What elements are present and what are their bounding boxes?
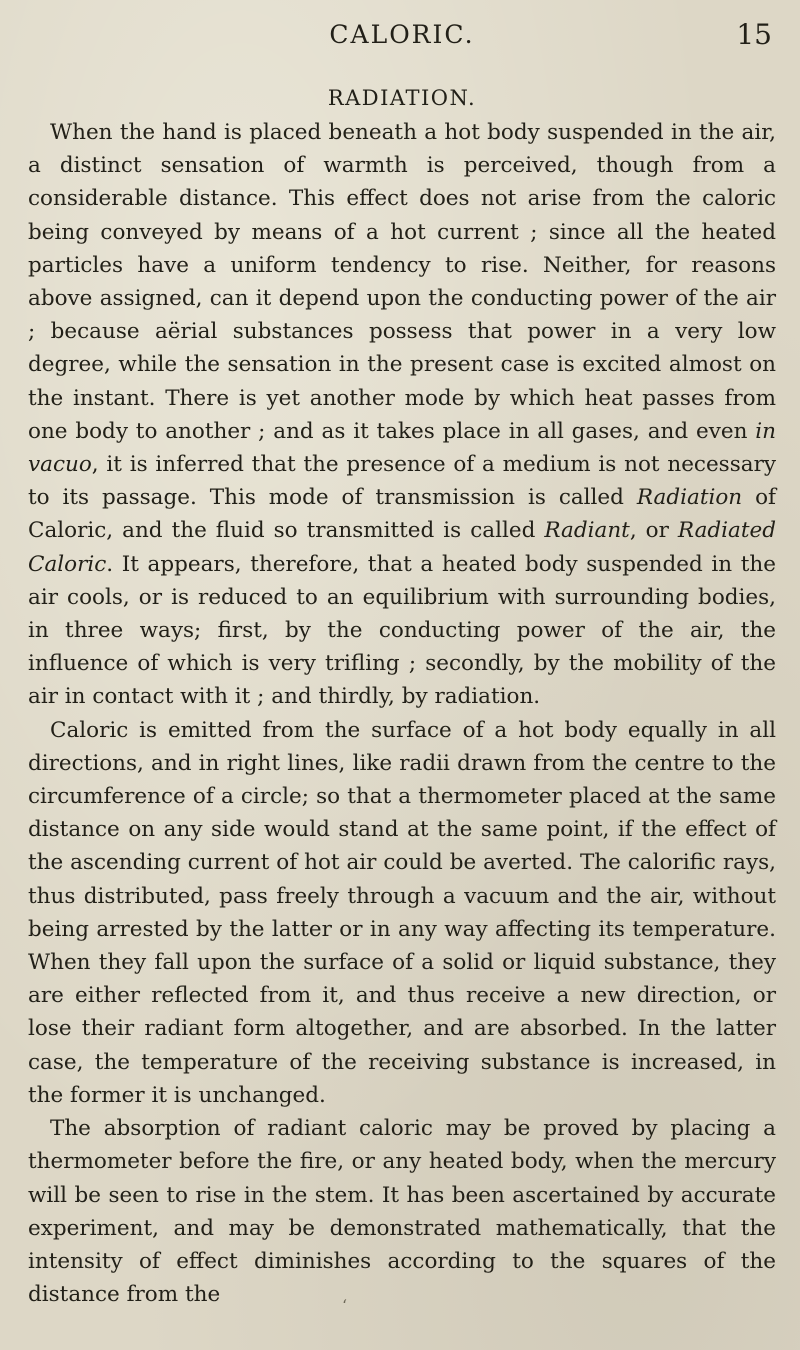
section-heading: RADIATION. [327,86,477,110]
italic-term: Radiation [636,485,743,511]
paragraph-absorption: The absorption of radiant caloric may be proved by placing a thermometer before the fire, or any heated body, when the mercury will be seen to rise in the stem. It has been ascertained by accurate experiment, and may be demonstrated mathematically, that the intensity of effect diminishes according to the squares of the distance from the [28,1116,776,1308]
page-number: 15 [736,18,772,51]
italic-term: Radiated Caloric [28,518,776,577]
paragraph-text-part: , it is inferred that the presence of a medium is not necessary to its passage. This mode of transmission is called [28,452,776,511]
paragraph-radiation-intro [28,116,776,714]
paragraph-text-part: . It appears, therefore, that a heated body suspended in the air cools, or is reduced to an equilibrium with surrounding bodies, in three ways; first, by the conducting power of the air, the influence of which is very trifling ; secondly, by the mobility of the air in contact with it ; and thirdly, by radiation. [28,551,776,710]
book-page [28,18,776,1338]
paragraph-text-part: of Caloric, and the fluid so transmitted is called [28,485,776,544]
running-head [28,18,776,62]
running-title: CALORIC. [329,20,475,49]
italic-term: in vacuo [28,418,776,478]
italic-term: Radiant [544,518,630,544]
paragraph-text-part: , or [629,518,678,544]
paragraph-emission: Caloric is emitted from the surface of a hot body equally in all directions, and in right lines, like radii drawn from the centre to the circumference of a circle; so that a thermometer placed at the same distance on any side would stand at the same point, if the effect of the ascending current of hot air could be averted. The calorific rays, thus distributed, pass freely through a vacuum and the air, without being arrested by the latter or in any way affecting its temperature. When they fall upon the surface of a solid or liquid substance, they are either reflected from it, and thus receive a new direction, or lose their radiant form altogether, and are absorbed. In the latter case, the temperature of the receiving substance is increased, in the former it is unchanged. [28,717,776,1108]
printer-mark: ‘ [342,1296,348,1315]
paragraph-text-part: When the hand is placed beneath a hot body suspended in the air, a distinct sensation of warmth is perceived, though from a considerable distance. This effect does not arise from the caloric being conveyed by means of a hot current ; since all the heated particles have a uniform tendency to rise. Neither, for reasons above assigned, can it depend upon the conducting power of the air ; because aërial substances possess that power in a very low degree, while the sensation in the present case is excited almost on the instant. There is yet another mode by which heat passes from one body to another ; and as it takes place in all gases, and even [28,120,776,444]
